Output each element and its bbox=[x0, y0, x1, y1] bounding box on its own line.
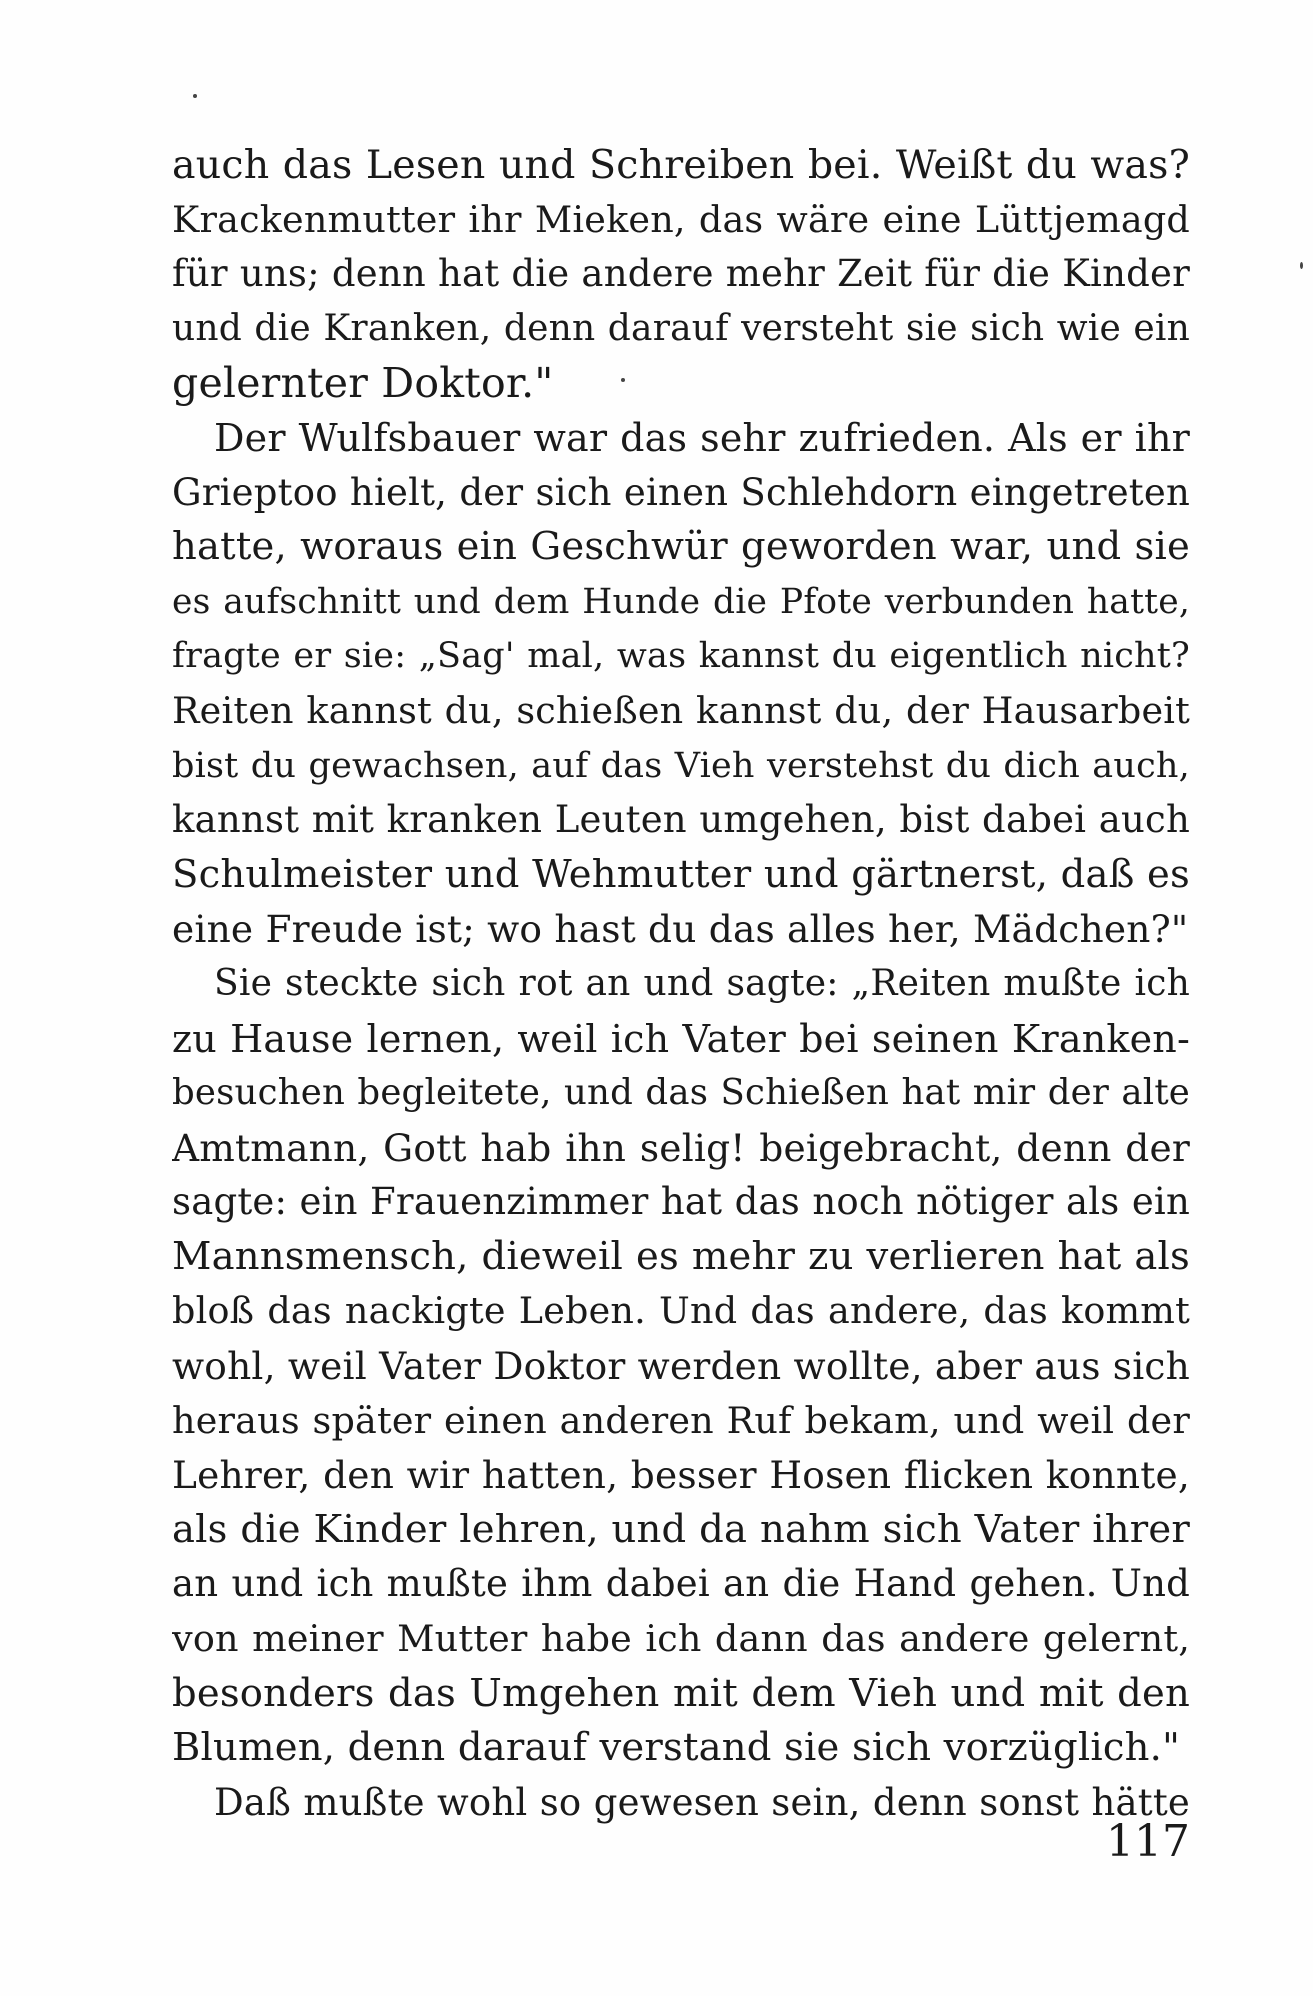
text-line: heraus später einen anderen Ruf bekam, und weil der bbox=[172, 1398, 1190, 1442]
text-line: Lehrer, den wir hatten, besser Hosen flicken konnte, bbox=[172, 1453, 1190, 1498]
text-line: an und ich mußte ihm dabei an die Hand gehen. Und bbox=[172, 1562, 1190, 1606]
text-line: Schulmeister und Wehmutter und gärtnerst, daß es bbox=[172, 851, 1190, 897]
text-line: bloß das nackigte Leben. Und das andere, das kommt bbox=[172, 1289, 1190, 1333]
text-line: fragte er sie: „Sag' mal, was kannst du eigentlich nicht? bbox=[172, 636, 1190, 677]
text-line: Daß mußte wohl so gewesen sein, denn sonst hätte bbox=[214, 1780, 1190, 1824]
text-line: wohl, weil Vater Doktor werden wollte, aber aus sich bbox=[172, 1344, 1190, 1389]
text-line: Blumen, denn darauf verstand sie sich vorzüglich." bbox=[172, 1725, 1181, 1771]
text-line: Krackenmutter ihr Mieken, das wäre eine Lüttjemagd bbox=[172, 197, 1190, 241]
text-line: zu Hause lernen, weil ich Vater bei seinen Kranken- bbox=[172, 1016, 1190, 1061]
text-line: Der Wulfsbauer war das sehr zufrieden. Als er ihr bbox=[214, 415, 1190, 460]
text-line: Grieptoo hielt, der sich einen Schlehdorn eingetreten bbox=[172, 470, 1190, 514]
text-line: gelernter Doktor." bbox=[172, 359, 554, 408]
text-line: auch das Lesen und Schreiben bei. Weißt du was? bbox=[172, 142, 1190, 188]
text-line: für uns; denn hat die andere mehr Zeit für die Kinder bbox=[172, 252, 1190, 296]
text-line: hatte, woraus ein Geschwür geworden war, und sie bbox=[172, 524, 1190, 570]
print-speck bbox=[1300, 262, 1303, 269]
text-line: kannst mit kranken Leuten umgehen, bist dabei auch bbox=[172, 798, 1190, 842]
text-line: Mannsmensch, dieweil es mehr zu verlieren hat als bbox=[172, 1233, 1190, 1279]
text-line: Amtmann, Gott hab ihn selig! beigebracht, denn der bbox=[172, 1125, 1190, 1170]
text-line: Reiten kannst du, schießen kannst du, der Hausarbeit bbox=[172, 688, 1190, 732]
text-line: und die Kranken, denn darauf versteht sie sich wie ein bbox=[172, 307, 1190, 349]
print-speck bbox=[193, 94, 197, 98]
body-text bbox=[172, 138, 1190, 1830]
text-line: von meiner Mutter habe ich dann das andere gelernt, bbox=[172, 1617, 1190, 1661]
text-line: Sie steckte sich rot an und sagte: „Reiten mußte ich bbox=[214, 962, 1190, 1004]
text-line: besonders das Umgehen mit dem Vieh und mit den bbox=[172, 1670, 1190, 1716]
page-number: 117 bbox=[1106, 1816, 1190, 1867]
text-line: sagte: ein Frauenzimmer hat das noch nötiger als ein bbox=[172, 1180, 1190, 1224]
text-line: eine Freude ist; wo hast du das alles her, Mädchen?" bbox=[172, 907, 1189, 952]
text-line: besuchen begleitete, und das Schießen hat mir der alte bbox=[172, 1072, 1190, 1114]
text-line: als die Kinder lehren, und da nahm sich Vater ihrer bbox=[172, 1506, 1190, 1552]
text-line: bist du gewachsen, auf das Vieh verstehst du dich auch, bbox=[172, 745, 1190, 786]
text-line: es aufschnitt und dem Hunde die Pfote verbunden hatte, bbox=[172, 581, 1190, 622]
